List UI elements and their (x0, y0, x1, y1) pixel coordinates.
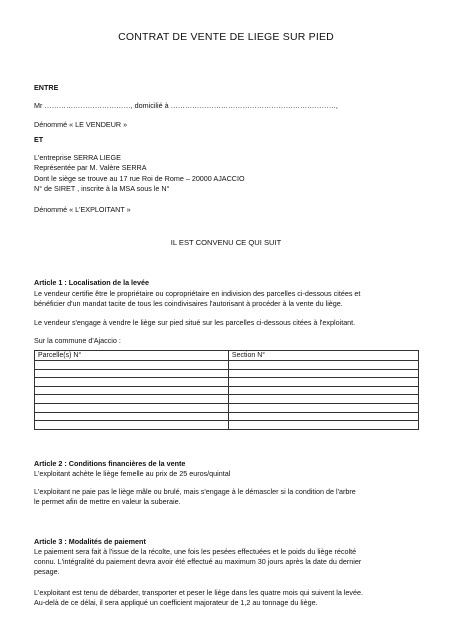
table-row (35, 421, 419, 430)
company-representative: Représentée par M. Valère SERRA (34, 163, 147, 172)
text-line: bénéficier d'un mandat tacite de tous les coindivisaires l'autorisant à procéder à la vente du liège. (34, 299, 343, 308)
article1-paragraph2: Le vendeur s'engage à vendre le liège sur pied situé sur les parcelles ci-dessous citées à l'exploitant. (34, 318, 356, 327)
article1-commune: Sur la commune d'Ajaccio : (34, 336, 121, 345)
table-cell (35, 361, 229, 370)
table-cell (35, 412, 229, 421)
table-cell (228, 378, 418, 387)
table-cell (35, 386, 229, 395)
table-cell (35, 378, 229, 387)
table-cell (35, 369, 229, 378)
table-cell (228, 395, 418, 404)
article3-paragraph2 (34, 588, 424, 608)
article3-paragraph1 (34, 547, 424, 577)
table-row (35, 361, 419, 370)
text-line: Le paiement sera fait à l'issue de la récolte, une fois les pesées effectuées et le poids du liège récolté (34, 547, 357, 556)
seller-alias: Dénommé « LE VENDEUR » (34, 120, 128, 129)
seller-line: Mr ………………………………, domicilié à ……………………………………………………………, (34, 101, 338, 110)
table-row (35, 412, 419, 421)
operator-alias: Dénommé « L'EXPLOITANT » (34, 205, 131, 214)
article2-heading: Article 2 : Conditions financières de la vente (34, 459, 186, 468)
text-line: Le vendeur certifie être le propriétaire ou copropriétaire en indivision des parcelles ci-dessous citées et (34, 289, 361, 298)
company-name: L'entreprise SERRA LIEGE (34, 153, 121, 162)
table-cell (228, 421, 418, 430)
text-line: connu. L'intégralité du paiement devra avoir été effectué au maximum 30 jours après la date du dernier (34, 557, 362, 566)
table-cell (35, 421, 229, 430)
and-label: ET (34, 135, 44, 144)
table-cell (228, 403, 418, 412)
table-cell (228, 412, 418, 421)
company-address: Dont le siège se trouve au 17 rue Roi de Rome – 20000 AJACCIO (34, 174, 245, 183)
table-cell (35, 395, 229, 404)
parcels-table (34, 350, 419, 430)
text-line: le permet afin de mettre en valeur la suberaie. (34, 497, 181, 506)
column-header-parcel: Parcelle(s) N° (35, 351, 229, 361)
text-line: L'exploitant est tenu de débarder, transporter et peser le liège dans les quatre mois qui suivent la levée. (34, 588, 364, 597)
between-label: ENTRE (34, 83, 59, 92)
column-header-section: Section N° (228, 351, 418, 361)
table-cell (228, 361, 418, 370)
table-cell (228, 386, 418, 395)
table-row (35, 378, 419, 387)
article1-heading: Article 1 : Localisation de la levée (34, 278, 150, 287)
table-cell (35, 403, 229, 412)
table-header-row (35, 351, 419, 361)
company-siret: N° de SIRET , inscrite à la MSA sous le N° (34, 184, 170, 193)
article1-paragraph1 (34, 289, 424, 309)
table-row (35, 369, 419, 378)
table-row (35, 395, 419, 404)
document-title: CONTRAT DE VENTE DE LIEGE SUR PIED (118, 31, 334, 43)
agreement-heading: IL EST CONVENU CE QUI SUIT (170, 238, 282, 247)
article2-paragraph2 (34, 487, 424, 507)
article3-heading: Article 3 : Modalités de paiement (34, 537, 146, 546)
text-line: L'exploitant ne paie pas le liège mâle ou brulé, mais s'engage à le démascler si la condition de l'arbre (34, 487, 356, 496)
text-line: pesage. (34, 567, 60, 576)
table-cell (228, 369, 418, 378)
article2-paragraph1: L'exploitant achète le liège femelle au prix de 25 euros/quintal (34, 469, 231, 478)
table-row (35, 386, 419, 395)
table-row (35, 403, 419, 412)
text-line: Au-delà de ce délai, il sera appliqué un coefficient majorateur de 1,2 au tonnage du liège. (34, 598, 318, 607)
